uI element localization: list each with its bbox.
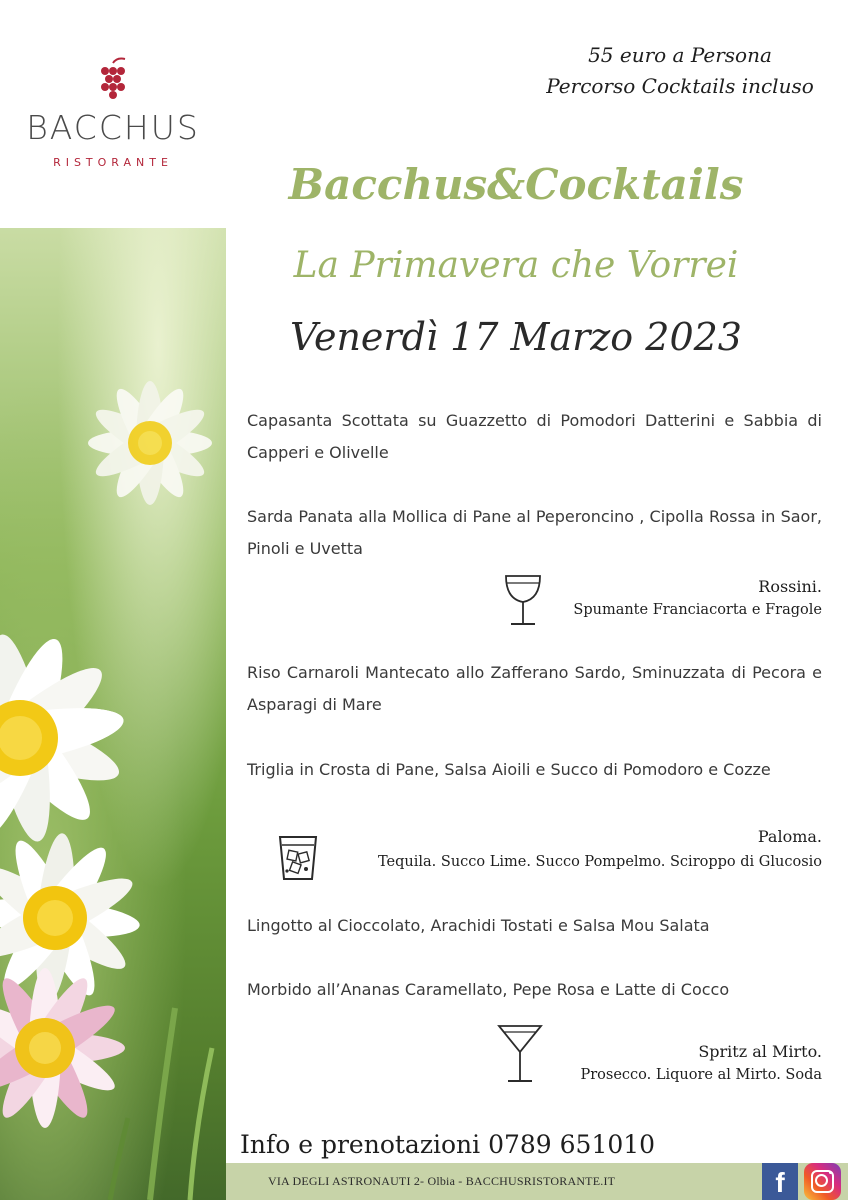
price-info [520, 40, 840, 102]
brand-subtitle: RISTORANTE [53, 156, 173, 169]
cocktail-name: Rossini. [758, 577, 822, 596]
dish-item: Morbido all’Ananas Caramellato, Pepe Rosa e Latte di Cocco [247, 980, 730, 999]
dish-item: Lingotto al Cioccolato, Arachidi Tostati e Salsa Mou Salata [247, 916, 710, 935]
dish-item: Riso Carnaroli Mantecato allo Zafferano Sardo, Sminuzzata di Pecora e Asparagi di Mare [247, 663, 822, 714]
coupe-glass-icon [503, 573, 543, 628]
grapes-logo-icon [93, 55, 133, 105]
cocktail-description: Prosecco. Liquore al Mirto. Soda [580, 1067, 822, 1083]
address-line: VIA DEGLI ASTRONAUTI 2- Olbia - BACCHUSRISTORANTE.IT [268, 1174, 616, 1188]
rocks-glass-icon [276, 833, 320, 883]
cocktail-description: Tequila. Succo Lime. Succo Pompelmo. Sciroppo di Glucosio [378, 854, 822, 870]
info-reservations: Info e prenotazioni 0789 651010 [240, 1130, 656, 1159]
dish-item: Sarda Panata alla Mollica di Pane al Peperoncino , Cipolla Rossa in Saor, Pinoli e Uvetta [247, 507, 822, 558]
martini-glass-icon [496, 1022, 544, 1086]
cocktail-name: Paloma. [757, 827, 822, 846]
instagram-icon[interactable] [804, 1163, 841, 1200]
logo-box [0, 0, 226, 228]
price-line: 55 euro a Persona [588, 43, 772, 67]
event-title: Bacchus&Cocktails [288, 160, 744, 209]
event-date: Venerdì 17 Marzo 2023 [290, 315, 742, 359]
instagram-dot [829, 1171, 832, 1174]
event-subtitle: La Primavera che Vorrei [293, 245, 739, 286]
dish-item: Triglia in Crosta di Pane, Salsa Aioili e Succo di Pomodoro e Cozze [247, 760, 771, 779]
daisy-photo [0, 228, 226, 1200]
dish-item: Capasanta Scottata su Guazzetto di Pomodori Datterini e Sabbia di Capperi e Olivelle [247, 411, 822, 462]
instagram-lens [815, 1174, 828, 1187]
cocktail-name: Spritz al Mirto. [698, 1042, 822, 1061]
brand-name: BACCHUS [26, 108, 200, 147]
facebook-icon[interactable]: f [762, 1163, 798, 1200]
daisies-illustration [0, 228, 226, 1200]
cocktail-description: Spumante Franciacorta e Fragole [573, 602, 822, 618]
cocktails-included-line: Percorso Cocktails incluso [546, 74, 814, 98]
